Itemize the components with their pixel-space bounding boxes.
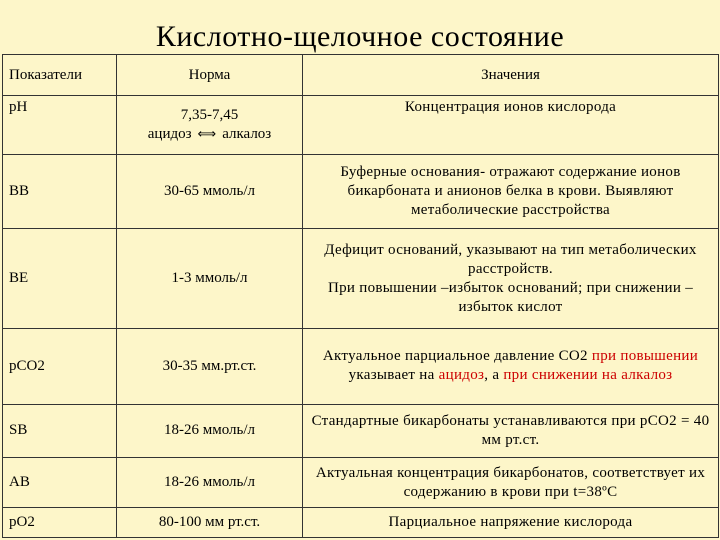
norm-cell <box>117 96 303 155</box>
norm-cell: 18-26 ммоль/л <box>117 457 303 508</box>
value-text: , а <box>484 367 500 384</box>
norm-value: 7,35-7,45 <box>180 107 239 124</box>
value-text: Актуальное парциальное давление CO2 <box>322 348 588 365</box>
table-row <box>3 155 719 229</box>
norm-cell: 80-100 мм рт.ст. <box>117 508 303 538</box>
value-cell <box>303 328 719 404</box>
table-row <box>3 96 719 155</box>
value-highlight: ацидоз <box>438 367 485 384</box>
table-row <box>3 328 719 404</box>
table-row <box>3 404 719 457</box>
value-line-1: Дефицит оснований, указывают на тип метаболических расстройств. <box>324 241 697 277</box>
value-text: указывает на <box>348 367 435 384</box>
norm-acidosis: ацидоз <box>147 126 192 143</box>
indicator-cell: pH <box>3 96 117 155</box>
indicator-cell: pCO2 <box>3 328 117 404</box>
table-row <box>3 229 719 328</box>
indicator-cell: AB <box>3 457 117 508</box>
table-row <box>3 508 719 538</box>
value-cell: Парциальное напряжение кислорода <box>303 508 719 538</box>
indicator-cell: pO2 <box>3 508 117 538</box>
header-values: Значения <box>303 55 719 96</box>
norm-cell: 30-35 мм.рт.ст. <box>117 328 303 404</box>
value-cell: Концентрация ионов кислорода <box>303 96 719 155</box>
header-indicators: Показатели <box>3 55 117 96</box>
page-title: Кислотно-щелочное состояние <box>155 20 565 53</box>
table-row <box>3 457 719 508</box>
norm-cell: 1-3 ммоль/л <box>117 229 303 328</box>
value-cell <box>303 229 719 328</box>
value-cell: Стандартные бикарбонаты устанавливаются при рCO2 = 40 мм рт.ст. <box>303 404 719 457</box>
value-line-2: При повышении –избыток оснований; при снижении – избыток кислот <box>327 279 694 315</box>
indicator-cell: BB <box>3 155 117 229</box>
acid-base-table <box>2 54 719 538</box>
indicator-cell: SB <box>3 404 117 457</box>
norm-alkalosis: алкалоз <box>222 126 272 143</box>
indicator-cell: BE <box>3 229 117 328</box>
value-cell: Буферные основания- отражают содержание ионов бикарбоната и анионов белка в крови. Выявляют метаболические расстройства <box>303 155 719 229</box>
norm-cell: 30-65 ммоль/л <box>117 155 303 229</box>
table-header-row <box>3 55 719 96</box>
norm-cell: 18-26 ммоль/л <box>117 404 303 457</box>
value-cell: Актуальная концентрация бикарбонатов, соответствует их содержанию в крови при t=38ºC <box>303 457 719 508</box>
value-highlight: при снижении на алкалоз <box>503 367 673 384</box>
double-arrow-icon: ⟺ <box>197 127 217 143</box>
header-norm: Норма <box>117 55 303 96</box>
value-highlight: при повышении <box>591 348 699 365</box>
